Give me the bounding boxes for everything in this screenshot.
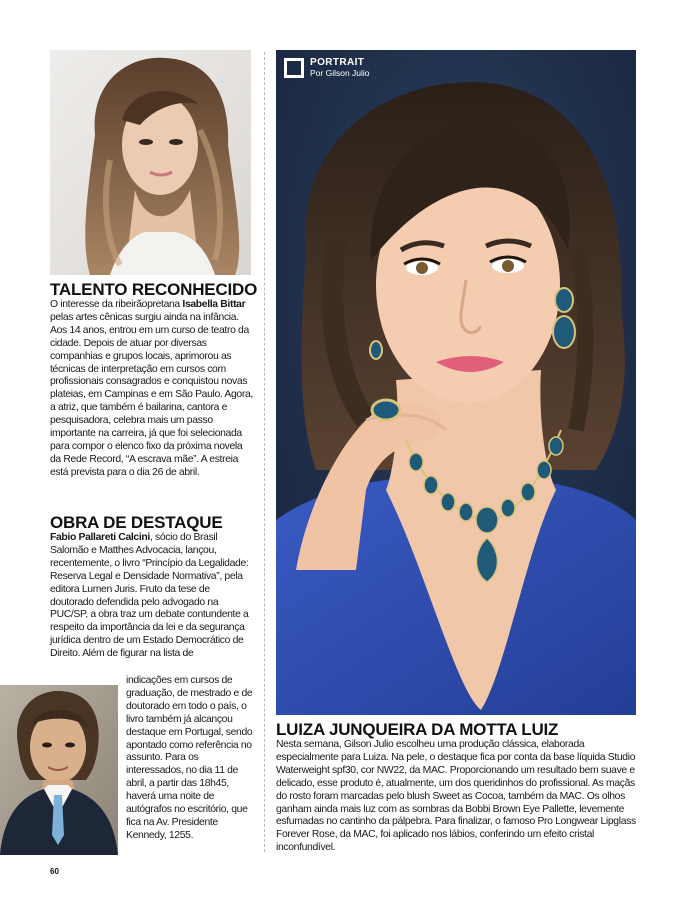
talento-body: O interesse da ribeirãopretana Isabella Bittar pelas artes cênicas surgiu ainda na infância. Aos 14 anos, entrou em um curso de teatro da cidade. Depois de atuar por diversas companhias e grupos locais, aprimorou as técnicas de interpretação em cursos com profissionais consagrados e conquistou novas plateias, em Campinas e em São Paulo. Agora, a atriz, que também é bailarina, cantora e pesquisadora, celebra mais um passo importante na carreira, já que foi selecionada para compor o elenco fixo da próxima novela da Rede Record, “A escrava mãe”. A estreia está prevista para o dia 26 de abril.: [50, 299, 253, 478]
column-divider: [264, 52, 265, 852]
fabio-calcini-photo: [0, 685, 118, 855]
isabella-bittar-photo: [50, 50, 251, 275]
talento-heading: TALENTO RECONHECIDO: [50, 280, 258, 299]
portrait-label: PORTRAIT: [310, 57, 365, 68]
isabella-name: Isabella Bittar: [182, 299, 246, 310]
luiza-body: Nesta semana, Gilson Julio escolheu uma produção clássica, elaborada especialmente para Luiza. Na pele, o destaque fica por conta da base líquida Studio Waterweight spf30, cor NW22, da MAC. Proporcionando um resultado bem suave e delicado, esse produto é, atualmente, um dos queridinhos do profissional. As maçãs do rosto foram marcadas pelo blush Sweet as Cocoa, também da MAC. Os olhos ganham ainda mais luz com as sombras da Bobbi Brown Eye Pallette, levemente esfumadas no cantinho da pálpebra. Para finalizar, o famoso Pro Longwear Lipglass Forever Rose, da MAC, foi aplicado nos lábios, conferindo um efeito cristal inconfundível.: [276, 739, 636, 854]
fabio-name: Fabio Pallareti Calcini: [50, 532, 150, 543]
obra-body-continued: indicações em cursos de graduação, de mestrado e de doutorado em todo o país, o livro também já alcançou destaque em Portugal, sendo apontado como referência no assunto. Para os interessados, no dia 11 de abril, a partir das 18h45, haverá uma noite de autógrafos no escritório, que fica na Av. Presidente Kennedy, 1255.: [126, 675, 253, 841]
luiza-heading: LUIZA JUNQUEIRA DA MOTTA LUIZ: [276, 720, 559, 739]
obra-body: Fabio Pallareti Calcini, sócio do Brasil Salomão e Matthes Advocacia, lançou, recentemente, o livro “Princípio da Legalidade: Reserva Legal e Densidade Normativa”, pela editora Lumen Juris. Fruto da tese de doutorado defendida pelo advogado na PUC/SP, a obra traz um debate contundente a respeito da importância da lei e da segurança jurídica dentro de um Estado Democrático de Direito. Além de figurar na lista de: [50, 532, 249, 660]
luiza-portrait-photo: [276, 50, 636, 715]
page-number: 60: [50, 867, 59, 876]
portrait-tag: [284, 57, 370, 78]
portrait-credit: Por Gilson Julio: [310, 68, 370, 78]
portrait-square-icon: [284, 58, 304, 78]
obra-heading: OBRA DE DESTAQUE: [50, 513, 223, 532]
